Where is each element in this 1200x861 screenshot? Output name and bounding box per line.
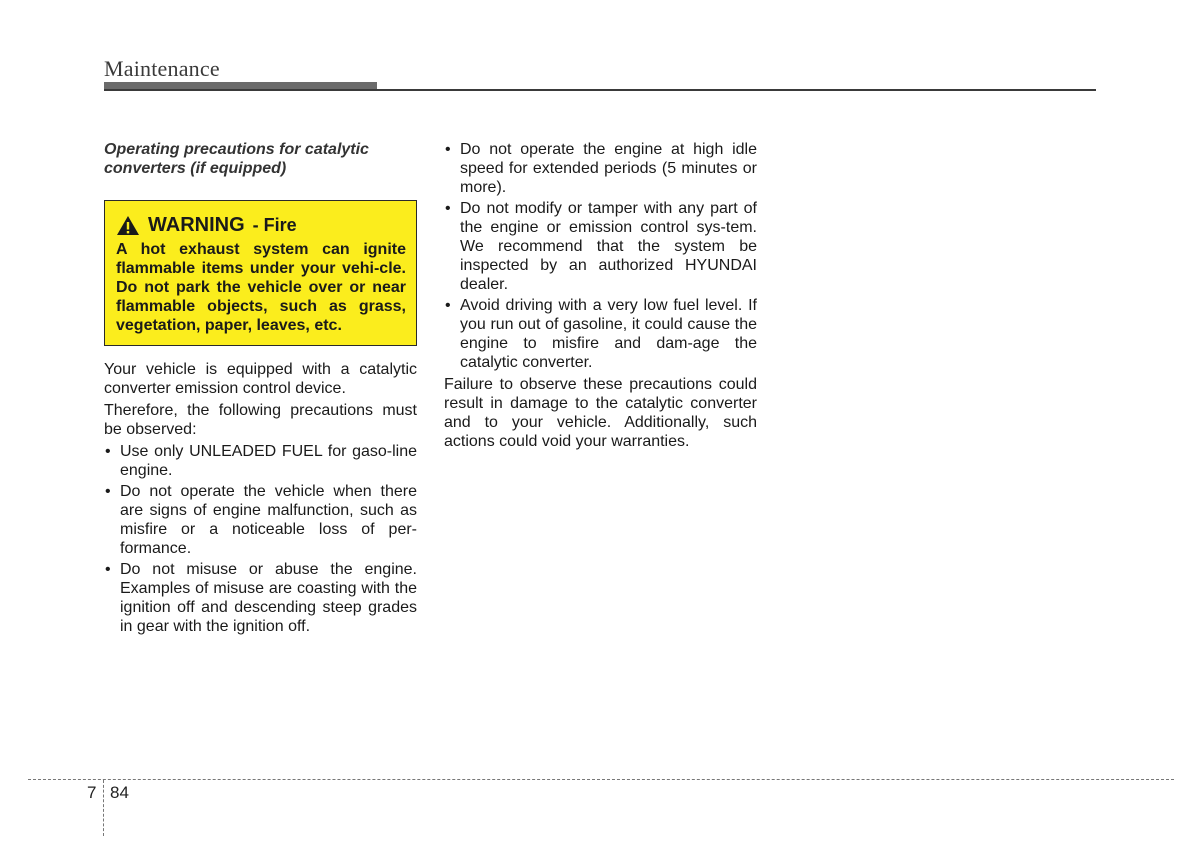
closing-paragraph: Failure to observe these precautions could result in damage to the catalytic converter and to your vehicle. Additionally, such actions could void your warranties. (444, 376, 757, 450)
section-title: Maintenance (104, 56, 220, 81)
list-item: • Do not misuse or abuse the engine. Examples of misuse are coasting with the ignition off and descending steep grades in gear with the ignition off. (104, 560, 417, 636)
list-item: • Do not modify or tamper with any part of the engine or emission control sys-tem. We recommend that the system be inspected by an authorized HYUNDAI dealer. (444, 199, 757, 294)
warning-box (104, 200, 417, 346)
warning-title: WARNING (148, 214, 245, 236)
page-number: 84 (110, 783, 129, 802)
right-column (444, 140, 757, 454)
left-column (104, 140, 417, 639)
warning-triangle-icon (116, 215, 140, 236)
chapter-number: 7 (87, 783, 97, 802)
precautions-paragraph: Therefore, the following precautions must be observed: (104, 402, 417, 438)
warning-header (116, 213, 406, 237)
list-item: • Do not operate the vehicle when there are signs of engine malfunction, such as misfire or a noticeable loss of per-formance. (104, 482, 417, 558)
left-bullet-list (104, 442, 417, 636)
subheading: Operating precautions for catalytic converters (if equipped) (104, 141, 369, 177)
list-item: • Avoid driving with a very low fuel level. If you run out of gasoline, it could cause the engine to misfire and dam-age the catalytic converter. (444, 296, 757, 372)
right-bullet-list (444, 140, 757, 372)
header-rule-thin (104, 89, 1096, 91)
warning-text: A hot exhaust system can ignite flammable items under your vehi-cle. Do not park the vehicle over or near flammable objects, such as grass, vegetation, paper, leaves, etc. (116, 241, 406, 334)
intro-paragraph: Your vehicle is equipped with a catalytic converter emission control device. (104, 361, 417, 397)
warning-subtitle: - Fire (252, 215, 297, 235)
footer-divider (28, 779, 1174, 780)
list-item: • Do not operate the engine at high idle speed for extended periods (5 minutes or more). (444, 140, 757, 197)
footer-vertical-divider (103, 780, 104, 836)
list-item: • Use only UNLEADED FUEL for gaso-line engine. (104, 442, 417, 480)
